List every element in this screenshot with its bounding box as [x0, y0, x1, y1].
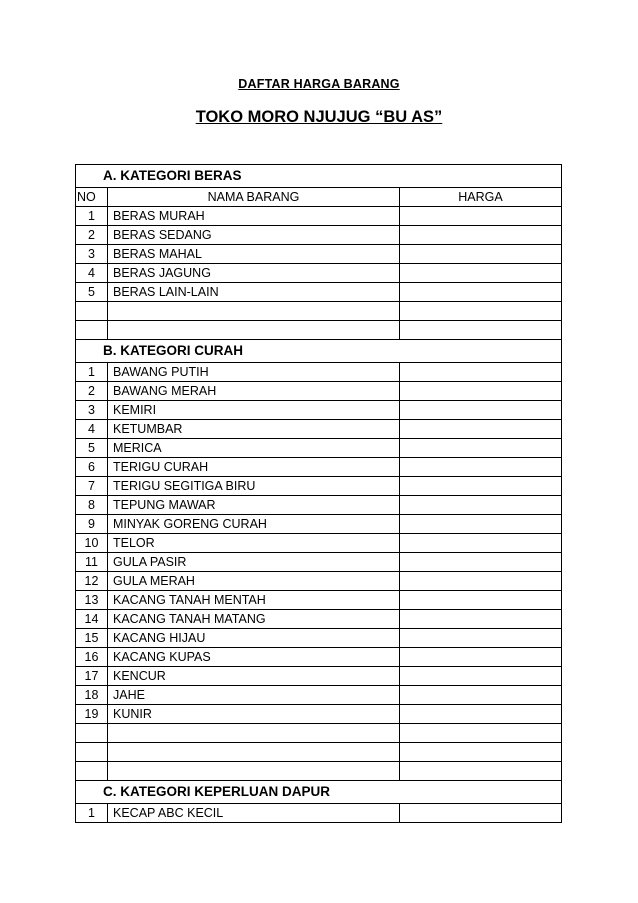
empty-row	[76, 302, 562, 321]
row-no: 1	[76, 363, 108, 382]
row-harga[interactable]	[400, 245, 562, 264]
table-row	[76, 207, 562, 226]
section-title-curah: B. KATEGORI CURAH	[76, 340, 562, 363]
row-nama: KACANG TANAH MATANG	[108, 610, 400, 629]
empty-cell[interactable]	[400, 724, 562, 743]
row-harga[interactable]	[400, 477, 562, 496]
empty-cell[interactable]	[76, 321, 108, 340]
row-harga[interactable]	[400, 804, 562, 823]
table-row	[76, 610, 562, 629]
table-row	[76, 804, 562, 823]
empty-cell[interactable]	[76, 743, 108, 762]
table-row	[76, 245, 562, 264]
row-no: 17	[76, 667, 108, 686]
row-no: 2	[76, 226, 108, 245]
row-harga[interactable]	[400, 458, 562, 477]
row-nama: JAHE	[108, 686, 400, 705]
row-no: 1	[76, 207, 108, 226]
row-no: 10	[76, 534, 108, 553]
row-harga[interactable]	[400, 591, 562, 610]
row-harga[interactable]	[400, 515, 562, 534]
row-nama: KENCUR	[108, 667, 400, 686]
row-no: 9	[76, 515, 108, 534]
row-no: 15	[76, 629, 108, 648]
row-no: 11	[76, 553, 108, 572]
empty-cell[interactable]	[108, 321, 400, 340]
row-harga[interactable]	[400, 705, 562, 724]
row-harga[interactable]	[400, 382, 562, 401]
row-no: 8	[76, 496, 108, 515]
table-row	[76, 534, 562, 553]
row-nama: TELOR	[108, 534, 400, 553]
table-row	[76, 283, 562, 302]
row-no: 5	[76, 283, 108, 302]
row-nama: KACANG TANAH MENTAH	[108, 591, 400, 610]
row-no: 7	[76, 477, 108, 496]
column-header-nama: NAMA BARANG	[108, 188, 400, 207]
row-nama: BERAS SEDANG	[108, 226, 400, 245]
empty-cell[interactable]	[108, 724, 400, 743]
row-harga[interactable]	[400, 686, 562, 705]
empty-cell[interactable]	[400, 743, 562, 762]
row-nama: TERIGU CURAH	[108, 458, 400, 477]
empty-cell[interactable]	[76, 762, 108, 781]
section-header-row	[76, 340, 562, 363]
empty-cell[interactable]	[400, 762, 562, 781]
section-header-row	[76, 781, 562, 804]
row-harga[interactable]	[400, 439, 562, 458]
row-nama: MERICA	[108, 439, 400, 458]
empty-cell[interactable]	[400, 302, 562, 321]
table-row	[76, 439, 562, 458]
row-nama: KACANG HIJAU	[108, 629, 400, 648]
row-nama: GULA MERAH	[108, 572, 400, 591]
table-row	[76, 515, 562, 534]
row-harga[interactable]	[400, 363, 562, 382]
table-row	[76, 553, 562, 572]
empty-row	[76, 724, 562, 743]
row-nama: BERAS JAGUNG	[108, 264, 400, 283]
empty-row	[76, 762, 562, 781]
empty-cell[interactable]	[108, 743, 400, 762]
row-nama: BERAS LAIN-LAIN	[108, 283, 400, 302]
section-header-row	[76, 165, 562, 188]
row-no: 3	[76, 245, 108, 264]
row-harga[interactable]	[400, 534, 562, 553]
row-no: 13	[76, 591, 108, 610]
empty-cell[interactable]	[108, 762, 400, 781]
row-harga[interactable]	[400, 420, 562, 439]
table-row	[76, 458, 562, 477]
table-row	[76, 382, 562, 401]
row-harga[interactable]	[400, 283, 562, 302]
empty-row	[76, 321, 562, 340]
table-row	[76, 363, 562, 382]
row-no: 6	[76, 458, 108, 477]
row-nama: BAWANG PUTIH	[108, 363, 400, 382]
row-nama: TERIGU SEGITIGA BIRU	[108, 477, 400, 496]
row-no: 19	[76, 705, 108, 724]
row-nama: GULA PASIR	[108, 553, 400, 572]
row-nama: TEPUNG MAWAR	[108, 496, 400, 515]
row-nama: BERAS MURAH	[108, 207, 400, 226]
table-row	[76, 686, 562, 705]
table-row	[76, 477, 562, 496]
table-row	[76, 496, 562, 515]
row-no: 4	[76, 264, 108, 283]
row-harga[interactable]	[400, 648, 562, 667]
row-no: 3	[76, 401, 108, 420]
section-title-beras: A. KATEGORI BERAS	[76, 165, 562, 188]
document-title: DAFTAR HARGA BARANG	[238, 77, 400, 91]
row-harga[interactable]	[400, 496, 562, 515]
row-no: 12	[76, 572, 108, 591]
table-row	[76, 401, 562, 420]
row-nama: BERAS MAHAL	[108, 245, 400, 264]
row-harga[interactable]	[400, 553, 562, 572]
row-harga[interactable]	[400, 207, 562, 226]
row-nama: KEMIRI	[108, 401, 400, 420]
empty-cell[interactable]	[400, 321, 562, 340]
empty-row	[76, 743, 562, 762]
table-row	[76, 705, 562, 724]
row-nama: MINYAK GORENG CURAH	[108, 515, 400, 534]
price-table	[75, 164, 562, 823]
table-row	[76, 591, 562, 610]
row-harga[interactable]	[400, 610, 562, 629]
empty-cell[interactable]	[76, 302, 108, 321]
row-harga[interactable]	[400, 226, 562, 245]
column-header-no: NO	[76, 188, 108, 207]
row-no: 14	[76, 610, 108, 629]
row-no: 1	[76, 804, 108, 823]
table-row	[76, 226, 562, 245]
row-no: 16	[76, 648, 108, 667]
row-no: 4	[76, 420, 108, 439]
table-row	[76, 264, 562, 283]
store-name: TOKO MORO NJUJUG “BU AS”	[195, 108, 443, 126]
column-header-row	[76, 188, 562, 207]
row-no: 18	[76, 686, 108, 705]
row-harga[interactable]	[400, 572, 562, 591]
empty-cell[interactable]	[108, 302, 400, 321]
row-no: 2	[76, 382, 108, 401]
table-row	[76, 667, 562, 686]
table-row	[76, 629, 562, 648]
table-row	[76, 420, 562, 439]
table-row	[76, 648, 562, 667]
column-header-harga: HARGA	[400, 188, 562, 207]
row-harga[interactable]	[400, 667, 562, 686]
table-row	[76, 572, 562, 591]
row-no: 5	[76, 439, 108, 458]
row-nama: KETUMBAR	[108, 420, 400, 439]
row-nama: BAWANG MERAH	[108, 382, 400, 401]
row-nama: KECAP ABC KECIL	[108, 804, 400, 823]
empty-cell[interactable]	[76, 724, 108, 743]
row-nama: KACANG KUPAS	[108, 648, 400, 667]
row-harga[interactable]	[400, 629, 562, 648]
row-harga[interactable]	[400, 401, 562, 420]
row-nama: KUNIR	[108, 705, 400, 724]
row-harga[interactable]	[400, 264, 562, 283]
section-title-keperluan-dapur: C. KATEGORI KEPERLUAN DAPUR	[76, 781, 562, 804]
